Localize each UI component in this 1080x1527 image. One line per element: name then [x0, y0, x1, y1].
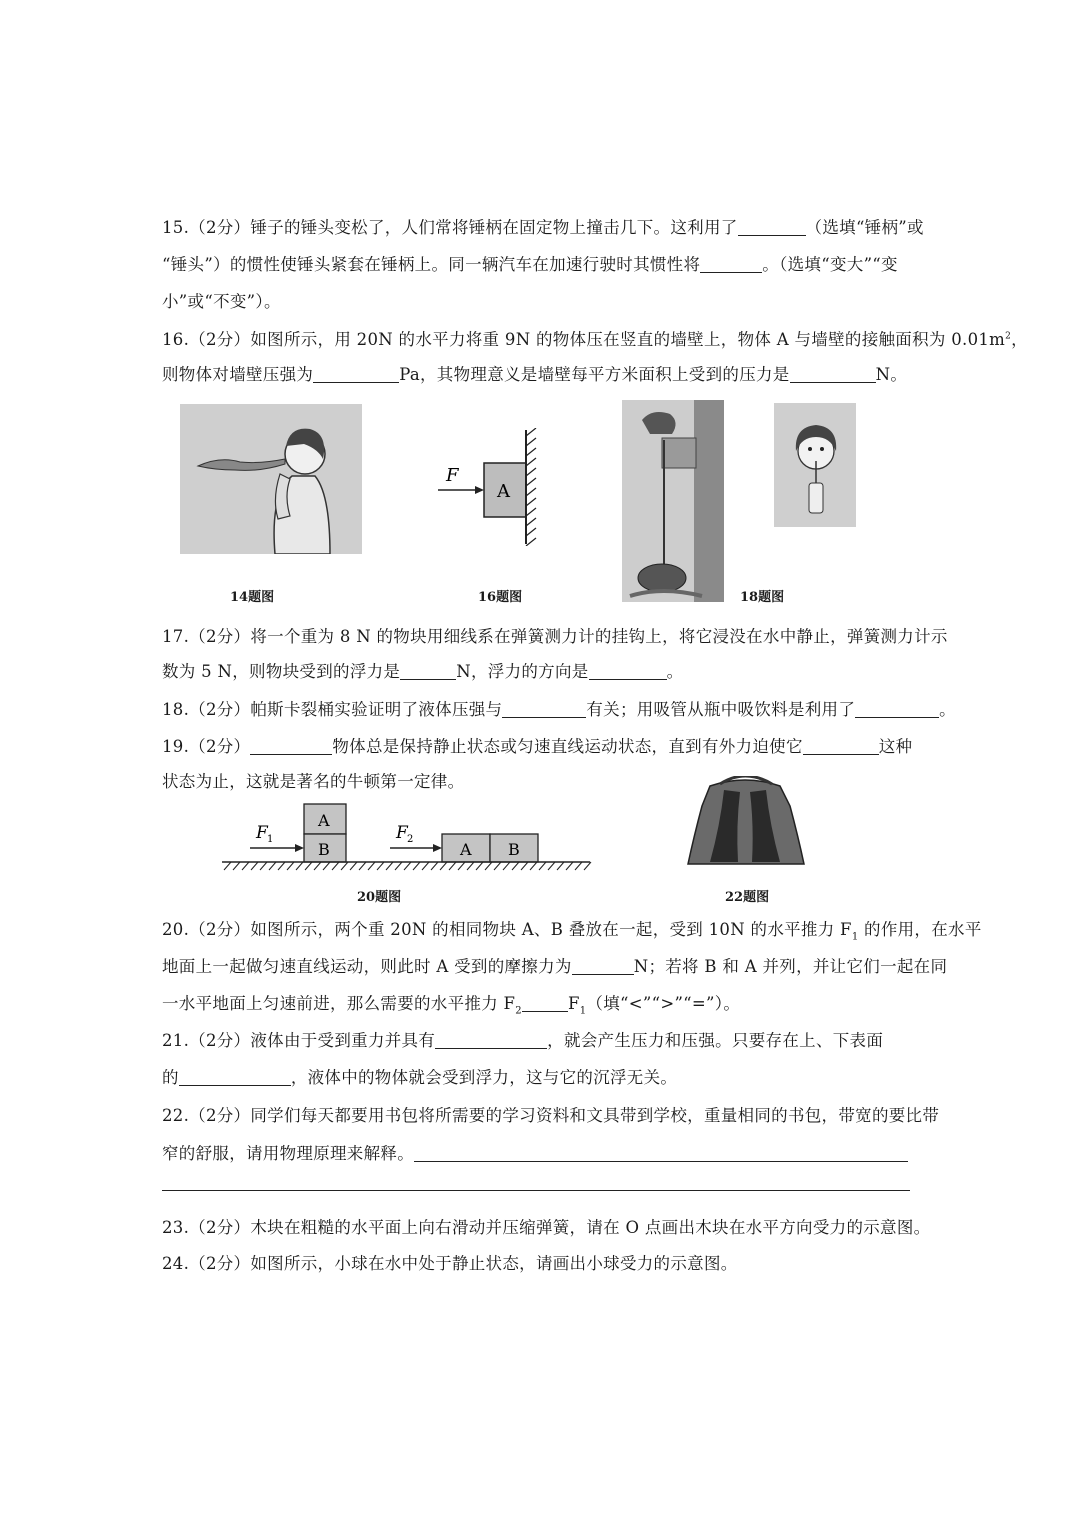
- subscript: 2: [515, 1005, 522, 1017]
- block-b-label: B: [508, 840, 520, 859]
- q20-text: 地面上一起做匀速直线运动，则此时 A 受到的摩擦力为: [162, 957, 572, 976]
- hatch-mark: [422, 862, 429, 870]
- q17-text: 。: [666, 662, 684, 681]
- hatch-mark: [287, 862, 294, 870]
- answer-blank[interactable]: [738, 219, 806, 237]
- q17-text: N，浮力的方向是: [456, 662, 589, 681]
- backpack-body: [688, 780, 804, 864]
- q16-text: 则物体对墙壁压强为: [162, 365, 314, 384]
- figure-pascal-barrel: [622, 400, 724, 602]
- force-label-f2: F: [396, 823, 408, 843]
- q21-text: ，液体中的物体就会受到浮力，这与它的沉浮无关。: [290, 1068, 678, 1087]
- hatch-mark: [467, 862, 474, 870]
- q15-line2: [162, 251, 898, 275]
- answer-blank[interactable]: [700, 256, 762, 274]
- q22-text: 22.（2分）同学们每天都要用书包将所需要的学习资料和文具带到学校，重量相同的书包，带宽的要比带: [162, 1106, 940, 1125]
- q20-text: F: [567, 994, 580, 1013]
- q20-line2: [162, 953, 947, 977]
- hatch-mark: [269, 862, 276, 870]
- q16-line2: [162, 361, 907, 385]
- q17-text: 17.（2分）将一个重为 8 N 的物块用细线系在弹簧测力计的挂钩上，将它浸没在水中静止，弹簧测力计示: [162, 627, 948, 646]
- hatch-mark: [413, 862, 420, 870]
- q21-text: 的: [162, 1068, 179, 1087]
- q17-line1: [162, 623, 948, 647]
- block-a-label: A: [497, 481, 510, 502]
- hatch-mark: [233, 862, 240, 870]
- answer-blank[interactable]: [855, 701, 939, 719]
- q20-text: N；若将 B 和 A 并列，并让它们一起在同: [633, 957, 948, 976]
- hatch-mark: [341, 862, 348, 870]
- q19-text: 物体总是保持静止状态或匀速直线运动状态，直到有外力迫使它: [332, 737, 803, 756]
- hatch-mark: [458, 862, 465, 870]
- q18-line: [162, 696, 956, 720]
- figure-22-backpack: [680, 776, 810, 868]
- q15-text: “锤头”）的惯性使锤头紧套在锤柄上。同一辆汽车在加速行驶时其惯性将: [162, 255, 701, 274]
- q20-text: 一水平地面上匀速前进，那么需要的水平推力 F: [162, 994, 516, 1013]
- q16-line1: [162, 326, 1028, 350]
- figure-22-caption: 22题图: [725, 890, 770, 905]
- q20-text: 20.（2分）如图所示，两个重 20N 的相同物块 A、B 叠放在一起，受到 10N 的水平推力 F: [162, 920, 852, 939]
- girl-eye: [820, 447, 824, 451]
- answer-blank[interactable]: [414, 1145, 908, 1163]
- hatch-mark: [530, 862, 537, 870]
- hatch-mark: [296, 862, 303, 870]
- answer-blank[interactable]: [502, 701, 586, 719]
- bottle: [809, 483, 823, 513]
- figure-20-caption: 20题图: [357, 890, 402, 905]
- force-arrowhead-f2: [433, 844, 442, 852]
- q16-text: 16.（2分）如图所示，用 20N 的水平力将重 9N 的物体压在竖直的墙壁上，物体 A 与墙壁的接触面积为 0.01m: [162, 330, 1006, 349]
- hatch-mark: [278, 862, 285, 870]
- building-wall: [694, 400, 724, 602]
- block-a-label: A: [318, 811, 330, 830]
- hatch-mark: [485, 862, 492, 870]
- hatch-mark: [494, 862, 501, 870]
- answer-line[interactable]: [162, 1190, 910, 1191]
- q21-line1: [162, 1027, 883, 1051]
- figure-18-caption: 18题图: [740, 590, 785, 605]
- figure-18-girl-straw: [774, 403, 856, 527]
- subscript: 1: [579, 1005, 587, 1017]
- hatch-mark: [575, 862, 582, 870]
- q18-text: 18.（2分）帕斯卡裂桶实验证明了液体压强与: [162, 700, 503, 719]
- q19-text: 19.（2分）: [162, 737, 251, 756]
- q19-text: 状态为止，这就是著名的牛顿第一定律。: [162, 772, 465, 791]
- force-label-f2-subscript: 2: [407, 834, 414, 845]
- hatch-mark: [386, 862, 393, 870]
- answer-blank[interactable]: [250, 738, 332, 756]
- hatch-mark: [431, 862, 438, 870]
- q15-text: 15.（2分）锤子的锤头变松了，人们常将锤柄在固定物上撞击几下。这利用了: [162, 218, 738, 237]
- q24-line: [162, 1250, 738, 1274]
- block-b-label: B: [318, 840, 330, 859]
- q22-text: 窄的舒服，请用物理原理来解释。: [162, 1144, 414, 1163]
- answer-blank[interactable]: [803, 738, 879, 756]
- hatch-mark: [323, 862, 330, 870]
- force-label-f1: F: [256, 823, 268, 843]
- q19-text: 这种: [878, 737, 913, 756]
- q21-text: 21.（2分）液体由于受到重力并具有: [162, 1031, 436, 1050]
- hatch-mark: [224, 862, 231, 870]
- answer-blank[interactable]: [589, 663, 667, 681]
- answer-blank[interactable]: [435, 1032, 547, 1050]
- q20-line1: [162, 916, 982, 942]
- superscript: 2: [1005, 331, 1012, 342]
- hatch-mark: [314, 862, 321, 870]
- upper-container: [662, 438, 696, 468]
- q15-line3: [162, 288, 281, 312]
- figure-background: [180, 404, 362, 554]
- answer-blank[interactable]: [313, 366, 399, 384]
- hatch-mark: [539, 862, 546, 870]
- hatch-mark: [368, 862, 375, 870]
- q15-text: （选填“锤柄”或: [805, 218, 924, 237]
- hatch-mark: [260, 862, 267, 870]
- ground-hatching: [224, 862, 591, 870]
- q22-line2: [162, 1140, 908, 1164]
- force-arrowhead-f1: [295, 844, 304, 852]
- q19-line1: [162, 733, 912, 757]
- hatch-mark: [512, 862, 519, 870]
- hatch-mark: [476, 862, 483, 870]
- q23-line: [162, 1214, 930, 1238]
- hatch-mark: [377, 862, 384, 870]
- hatch-mark: [440, 862, 447, 870]
- q23-text: 23.（2分）木块在粗糙的水平面上向右滑动并压缩弹簧，请在 O 点画出木块在水平方向受力的示意图。: [162, 1218, 931, 1237]
- block-a-label: A: [460, 840, 472, 859]
- q18-text: 。: [939, 700, 956, 719]
- q17-text: 数为 5 N，则物块受到的浮力是: [162, 662, 401, 681]
- barrel: [638, 564, 686, 592]
- hatch-mark: [305, 862, 312, 870]
- q24-text: 24.（2分）如图所示，小球在水中处于静止状态，请画出小球受力的示意图。: [162, 1254, 738, 1273]
- q15-text: 小”或“不变”）。: [162, 292, 281, 311]
- hatch-mark: [395, 862, 402, 870]
- answer-blank[interactable]: [572, 958, 634, 976]
- hatch-mark: [503, 862, 510, 870]
- force-arrowhead: [475, 486, 484, 494]
- figure-14-caption: 14题图: [230, 590, 275, 605]
- q20-line3: [162, 990, 740, 1016]
- q22-line1: [162, 1102, 939, 1126]
- hatch-mark: [359, 862, 366, 870]
- q21-line2: [162, 1064, 677, 1088]
- q17-line2: [162, 658, 683, 682]
- figure-16-block-wall: [432, 428, 550, 546]
- answer-blank[interactable]: [790, 366, 876, 384]
- wall-hatching: [526, 428, 536, 546]
- subscript: 1: [851, 931, 859, 943]
- q21-text: ，就会产生压力和压强。只要存在上、下表面: [547, 1031, 884, 1050]
- hatch-mark: [242, 862, 249, 870]
- force-label-f1-subscript: 1: [267, 834, 274, 845]
- hatch-mark: [548, 862, 555, 870]
- q16-text: ，: [1011, 330, 1028, 349]
- hatch-mark: [566, 862, 573, 870]
- q16-text: N。: [875, 365, 908, 384]
- figure-14-boy-blowing: [180, 404, 362, 554]
- q15-text: 。（选填“变大”“变: [762, 255, 898, 274]
- answer-blank[interactable]: [522, 995, 568, 1013]
- q18-text: 有关；用吸管从瓶中吸饮料是利用了: [586, 700, 856, 719]
- hatch-mark: [332, 862, 339, 870]
- hatch-mark: [404, 862, 411, 870]
- girl-eye: [808, 447, 812, 451]
- answer-blank[interactable]: [400, 663, 456, 681]
- figure-16-caption: 16题图: [478, 590, 523, 605]
- q16-text: Pa，其物理意义是墙壁每平方米面积上受到的压力是: [399, 365, 790, 384]
- hatch-mark: [251, 862, 258, 870]
- q15-line1: [162, 214, 924, 238]
- hatch-mark: [521, 862, 528, 870]
- answer-blank[interactable]: [179, 1069, 291, 1087]
- hatch-mark: [584, 862, 591, 870]
- hatch-mark: [449, 862, 456, 870]
- hatch-mark: [557, 862, 564, 870]
- q20-text: 的作用，在水平: [858, 920, 982, 939]
- q20-text: （填“<”“>”“=”）。: [586, 994, 741, 1013]
- hatch-mark: [350, 862, 357, 870]
- figure-20-blocks: [220, 800, 592, 872]
- q19-line2: [162, 768, 464, 792]
- force-label-f: F: [446, 465, 459, 486]
